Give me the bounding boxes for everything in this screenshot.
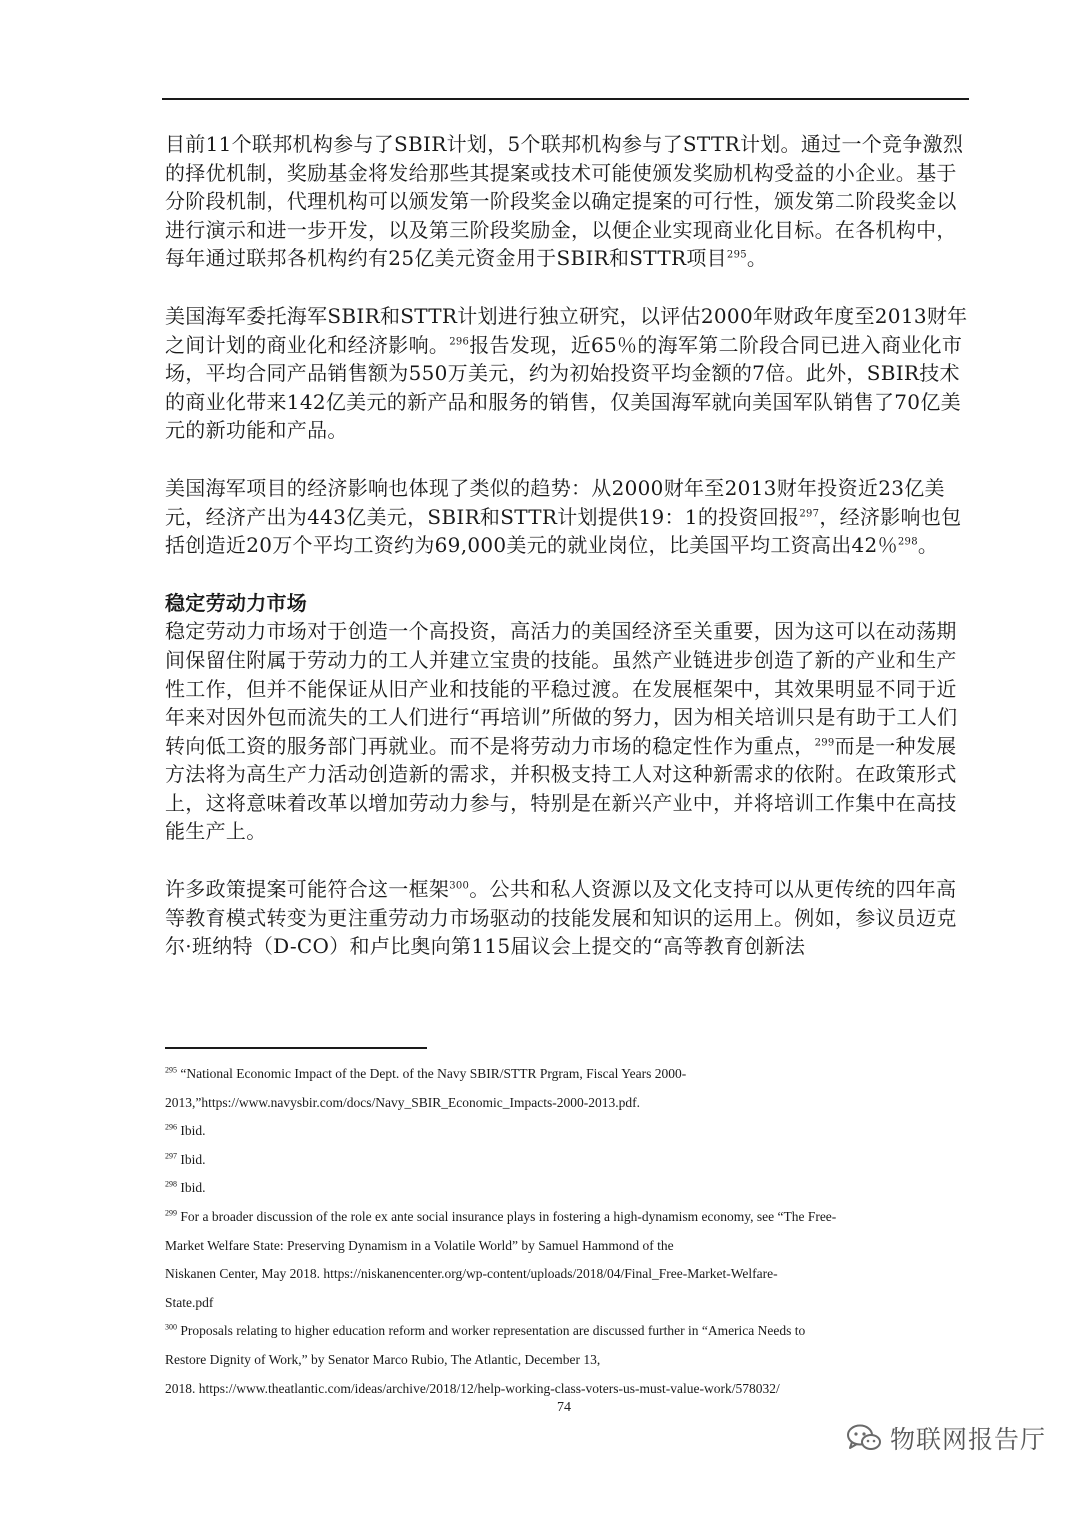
footnote-299-cont-2[interactable]: Niskanen Center, May 2018. https://niskanencenter.org/wp-content/uploads/2018/04/Final_Free-Market-Welfare- <box>165 1266 778 1282</box>
footnote-ref-298[interactable]: 298 <box>897 536 918 548</box>
header-rule <box>162 98 969 100</box>
wechat-icon <box>846 1423 882 1453</box>
footnote-300-cont-1: Restore Dignity of Work,” by Senator Marco Rubio, The Atlantic, December 13, <box>165 1351 601 1367</box>
footnote-296: $^{296}$ Ibid. <box>165 1122 206 1139</box>
section-heading: 稳定劳动力市场 <box>165 590 308 615</box>
footnote-ref-297[interactable]: 297 <box>799 507 820 519</box>
footnote-299: $^{299}$ For a broader discussion of the role ex ante social insurance plays in fostering a high-dynamism economy, see “The Free- <box>165 1208 837 1224</box>
paragraph-2: 美国海军委托海军SBIR和STTR计划进行独立研究，以评估2000年财政年度至2013财年之间计划的商业化和经济影响。$^{296}$报告发现，近65％的海军第二阶段合同已进入商业化市场，平均合同产品销售额为550万美元，约为初始投资平均金额的7倍。此外，SBIR技术的商业化带来142亿美元的新产品和服务的销售，仅美国海军就向美国军队销售了70亿美元的新功能和产品。 <box>165 303 968 443</box>
footnote-298: $^{298}$ Ibid. <box>165 1179 206 1196</box>
footnote-300-cont-2[interactable]: 2018. https://www.theatlantic.com/ideas/archive/2018/12/help-working-class-voters-us-must-value-work/578032/ <box>165 1380 780 1396</box>
footnote-rule <box>165 1047 427 1049</box>
watermark-label: 物联网报告厅 <box>890 1425 1047 1454</box>
paragraph-4: 稳定劳动力市场对于创造一个高投资，高活力的美国经济至关重要，因为这可以在动荡期间保留住附属于劳动力的工人并建立宝贵的技能。虽然产业链进步创造了新的产业和生产性工作，但并不能保证从旧产业和技能的平稳过渡。在发展框架中，其效果明显不同于近年来对因外包而流失的工人们进行“再培训”所做的努力，因为相关培训只是有助于工人们转向低工资的服务部门再就业。而不是将劳动力市场的稳定性作为重点，$^{299}$而是一种发展方法将为高生产力活动创造新的需求，并积极支持工人对这种新需求的依附。在政策形式上，这将意味着改革以增加劳动力参与，特别是在新兴产业中，并将培训工作集中在高技能生产上。 <box>165 619 958 844</box>
paragraph-3: 美国海军项目的经济影响也体现了类似的趋势：从2000财年至2013财年投资近23亿美元，经济产出为443亿美元，SBIR和STTR计划提供19：1的投资回报$^{297}$，经济影响也包括创造近20万个平均工资约为69,000美元的就业岗位，比美国平均工资高出42％$^{298}$。 <box>165 475 962 558</box>
footnote-300: $^{300}$ Proposals relating to higher education reform and worker representation are discussed further in “America Needs to <box>165 1322 806 1339</box>
footnote-ref-296[interactable]: 296 <box>449 335 470 347</box>
footnote-299-cont-3[interactable]: State.pdf <box>165 1294 214 1310</box>
footnote-295: $^{295}$ “National Economic Impact of the Dept. of the Navy SBIR/STTR Prgram, Fiscal Years 2000- <box>165 1065 687 1081</box>
footnote-297: $^{297}$ Ibid. <box>165 1151 206 1167</box>
footnote-ref-300[interactable]: 300 <box>449 880 470 892</box>
page-number: 74 <box>557 1400 571 1415</box>
footnote-299-cont-1: Market Welfare State: Preserving Dynamism in a Volatile World” by Samuel Hammond of the <box>165 1237 674 1253</box>
footnotes <box>165 1060 975 1403</box>
body-text <box>165 130 973 990</box>
paragraph-5: 许多政策提案可能符合这一框架$^{300}$。公共和私人资源以及文化支持可以从更传统的四年高等教育模式转变为更注重劳动力市场驱动的技能发展和知识的运用上。例如，参议员迈克尔·班纳特（D-CO）和卢比奥向第115届议会上提交的“高等教育创新法 <box>165 877 957 959</box>
paragraph-1: 目前11个联邦机构参与了SBIR计划，5个联邦机构参与了STTR计划。通过一个竞争激烈的择优机制，奖励基金将发给那些其提案或技术可能使颁发奖励机构受益的小企业。基于分阶段机制，代理机构可以颁发第一阶段奖金以确定提案的可行性，颁发第二阶段奖金以进行演示和进一步开发，以及第三阶段奖励金，以便企业实现商业化目标。在各机构中，每年通过联邦各机构约有25亿美元资金用于SBIR和STTR项目$^{295}$。 <box>165 132 964 271</box>
footnote-ref-299[interactable]: 299 <box>814 737 835 749</box>
footnote-295-cont[interactable]: 2013,”https://www.navysbir.com/docs/Navy_SBIR_Economic_Impacts-2000-2013.pdf. <box>165 1094 640 1110</box>
footnote-ref-295[interactable]: 295 <box>726 249 747 261</box>
watermark <box>846 1418 1046 1458</box>
